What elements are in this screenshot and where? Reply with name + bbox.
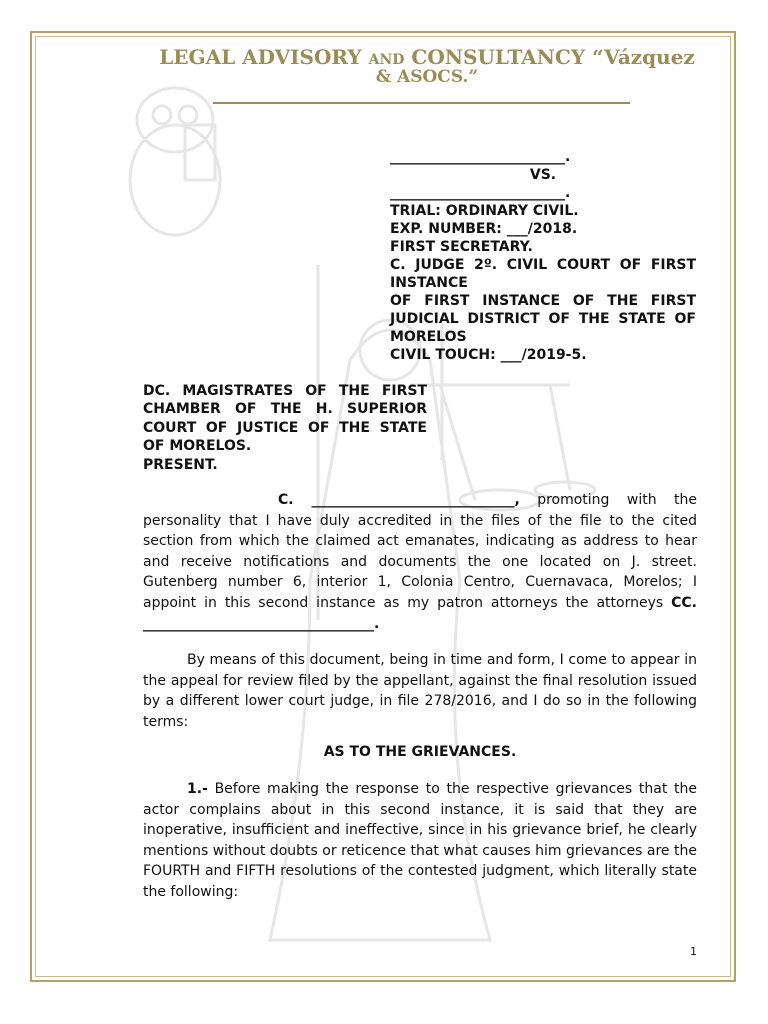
- judge: C. JUDGE 2º. CIVIL COURT OF FIRST INSTANCE: [390, 257, 696, 291]
- firm-title-line2: & ASOCS.”: [375, 67, 479, 87]
- paragraph-appeal-text: By means of this document, being in time and form, I come to appear in the appeal for review filed by the appellant, against the final resolution issued by a different lower court judge, in file 278/2016, and I do so in the following terms:: [143, 652, 697, 730]
- judicial-district: OF FIRST INSTANCE OF THE FIRST JUDICIAL DISTRICT OF THE STATE OF MORELOS: [390, 293, 696, 345]
- firm-header: [143, 46, 711, 85]
- paragraph-intro: [143, 490, 697, 634]
- firm-title-part1: LEGAL ADVISORY: [159, 45, 362, 69]
- paragraph-grievance-1: [143, 779, 697, 903]
- header-rule: [213, 102, 630, 104]
- addressee-present: PRESENT.: [143, 456, 218, 473]
- firm-title-part2: CONSULTANCY “Vázquez: [411, 45, 695, 69]
- promoter-name: C. _____________________________,: [278, 492, 520, 508]
- section-heading-grievances: AS TO THE GRIEVANCES.: [323, 744, 517, 760]
- case-caption: [390, 148, 696, 364]
- civil-touch: CIVIL TOUCH: ___/2019-5.: [390, 347, 587, 363]
- trial-type: TRIAL: ORDINARY CIVIL.: [390, 203, 579, 219]
- page-number: 1: [690, 945, 697, 958]
- party1-blank: _________________________.: [390, 149, 571, 165]
- exp-number: EXP. NUMBER: ___/2018.: [390, 221, 578, 237]
- firm-title-and: AND: [368, 52, 405, 68]
- attorneys-blank: CC. _________________________________.: [143, 594, 697, 632]
- paragraph-appeal: [143, 650, 697, 732]
- grievance-number: 1.-: [187, 781, 208, 797]
- paragraph-grievance-1-text: Before making the response to the respective grievances that the actor complains about in this second instance, it is said that they are inoperative, insufficient and ineffective, since in his grievance brief, he clearly mentions without doubts or reticence that what causes him grievances are the FOURTH and FIFTH resolutions of the contested judgment, which literally state the following:: [143, 781, 697, 900]
- secretary: FIRST SECRETARY.: [390, 239, 533, 255]
- party2-blank: _________________________.: [390, 185, 571, 201]
- addressee-block: [143, 382, 427, 474]
- versus-label: VS.: [529, 167, 557, 183]
- addressee-text: DC. MAGISTRATES OF THE FIRST CHAMBER OF THE H. SUPERIOR COURT OF JUSTICE OF THE STATE OF MORELOS.: [143, 383, 427, 455]
- paragraph-intro-text: promoting with the personality that I have duly accredited in the files of the file to the cited section from which the claimed act emanates, indicating as address to hear and receive notifications and documents the one located on J. street. Gutenberg number 6, interior 1, Colonia Centro, Cuernavaca, Morelos; I appoint in this second instance as my patron attorneys the attorneys: [143, 492, 697, 611]
